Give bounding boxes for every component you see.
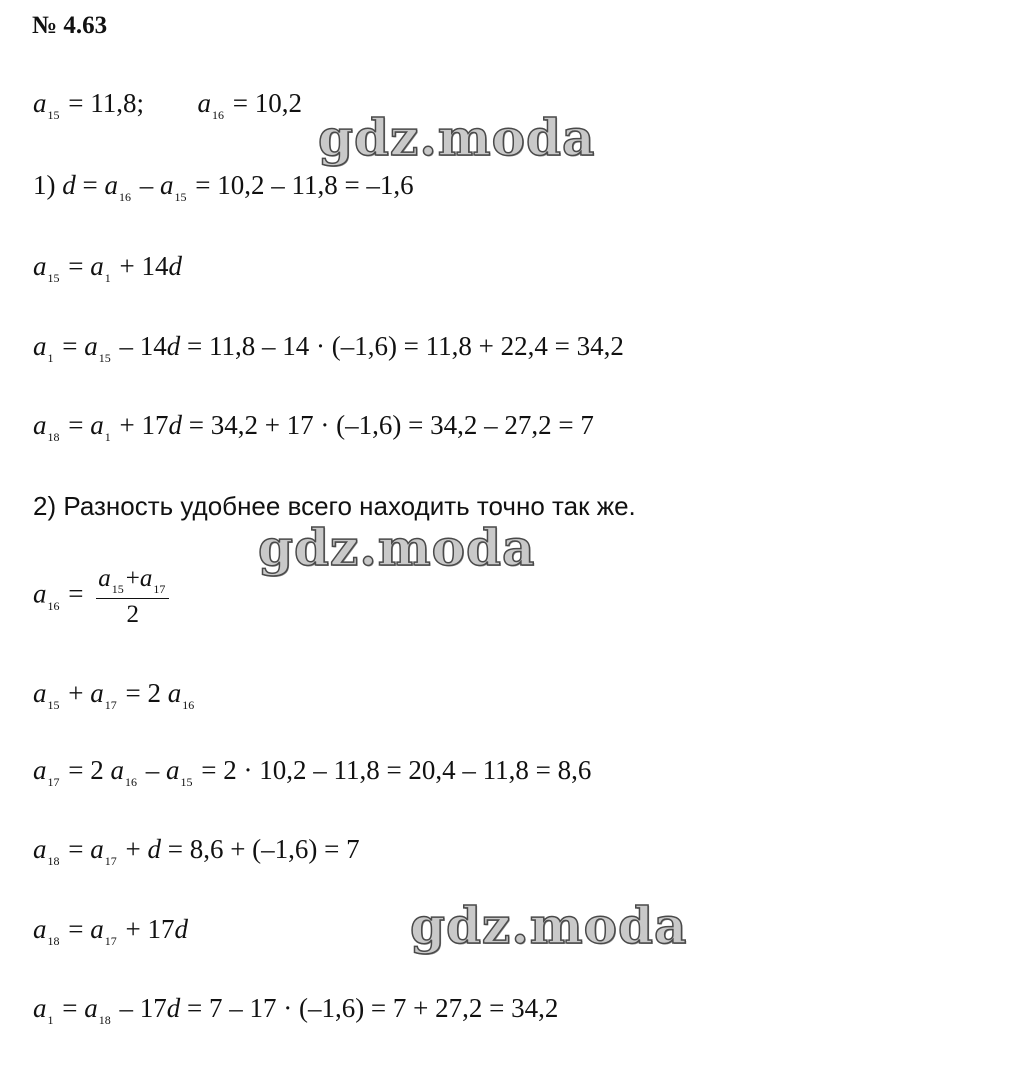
- fraction-formula: $a_{16}$ = $\frac{a_{15}+a_{17}}{2}$: [33, 566, 169, 627]
- given-values: $a_{15} = 11,8$; $a_{16} = 10,2$: [33, 88, 302, 122]
- formula-line: $a_{18} = a_{17} + d = 8,6 + (-1,6) = 7$: [33, 834, 360, 868]
- formula-line: $a_{17} = 2$ $a_{16} - a_{15} = 2 \cdot 10,2 - 11,8 = 20,4 - 11,8 = 8,6$: [33, 755, 592, 789]
- watermark: gdz.moda: [258, 518, 536, 577]
- text-line: 2) Разность удобнее всего находить точно так же.: [33, 491, 636, 521]
- watermark: gdz.moda: [410, 896, 688, 955]
- formula-line: $a_{15} + a_{17} = 2$ $a_{16}$: [33, 678, 195, 712]
- formula-line: $a_1 = a_{15} - 14d = 11,8 - 14 \cdot (-1,6) = 11,8 + 22,4 = 34,2$: [33, 331, 624, 365]
- formula-line: $a_{15} = a_1 + 14d$: [33, 251, 182, 285]
- fraction-numerator: $a_{15}+a_{17}$: [96, 566, 169, 599]
- difference-formula: 1) $d = a_{16} - a_{15} = 10,2 - 11,8 = -1,6$: [33, 170, 414, 204]
- watermark: gdz.moda: [318, 108, 596, 167]
- formula-line: $a_1 = a_{18} - 17d = 7 - 17 \cdot (-1,6) = 7 + 27,2 = 34,2$: [33, 993, 559, 1027]
- fraction: [96, 566, 169, 627]
- problem-number: № 4.63: [32, 12, 108, 39]
- formula-line: $a_{18} = a_1 + 17d = 34,2 + 17 \cdot (-1,6) = 34,2 - 27,2 = 7$: [33, 410, 594, 444]
- fraction-denominator: 2: [126, 601, 140, 628]
- formula-line: $a_{18} = a_{17} + 17d$: [33, 914, 188, 948]
